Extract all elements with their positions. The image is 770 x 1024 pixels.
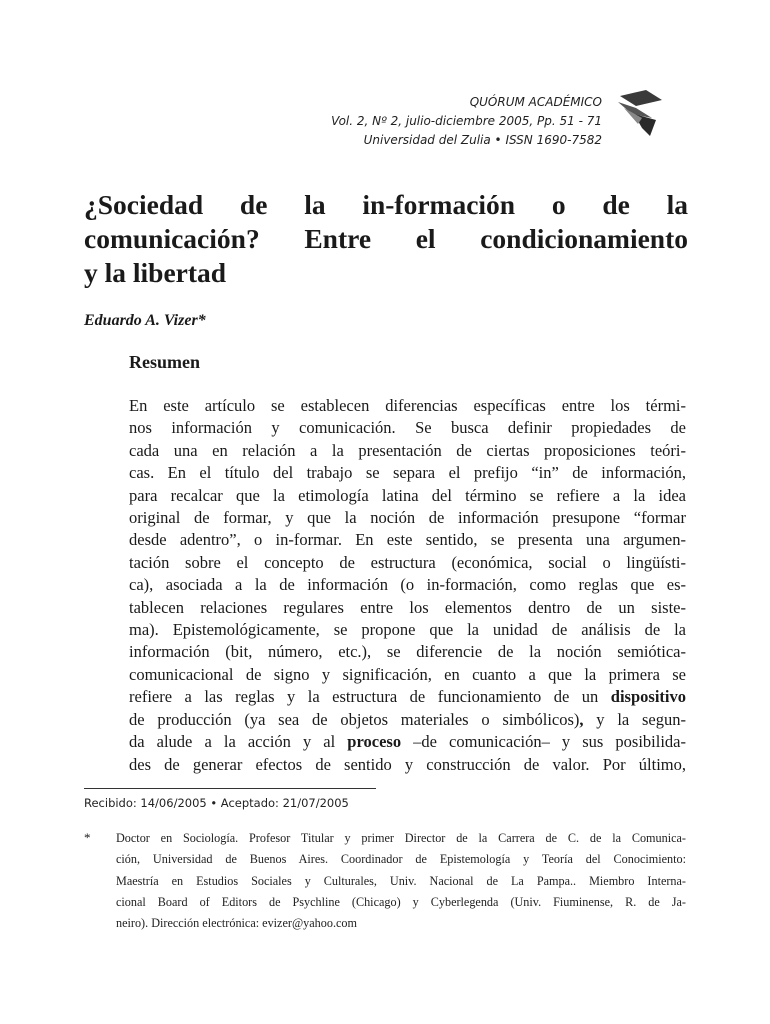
abstract-line — [129, 709, 686, 731]
abstract-bold-comma: , — [579, 709, 584, 729]
abstract-heading: Resumen — [129, 352, 200, 372]
title-line: comunicación? Entre el condicionamiento — [84, 223, 688, 254]
abstract-line: desde adentro”, o in-formar. En este sentido, se presenta una argumen- — [129, 530, 686, 550]
journal-header — [331, 93, 602, 150]
abstract-line — [129, 731, 686, 753]
abstract-text: refiere a las reglas y la estructura de funcionamiento de un — [129, 687, 611, 707]
footnote-line: Maestría en Estudios Sociales y Culturales, Univ. Nacional de La Pampa.. Miembro Interna- — [116, 873, 686, 888]
abstract-keyword: proceso — [347, 732, 402, 752]
author-footnote — [116, 828, 686, 934]
abstract-text: –de comunicación– y sus posibilida- — [401, 732, 687, 752]
abstract-body — [129, 395, 686, 776]
abstract-keyword: dispositivo — [610, 687, 686, 707]
abstract-line — [129, 686, 686, 708]
journal-volume: Vol. 2, Nº 2, julio-diciembre 2005, Pp. 51 - 71 — [331, 114, 602, 128]
journal-logo-icon — [612, 88, 668, 138]
abstract-text: da alude a la acción y al — [129, 732, 348, 752]
abstract-line: comunicacional de signo y significación, en cuanto a que la primera se — [129, 664, 686, 684]
footnote-line: cional Board of Editors de Psychline (Chicago) y Cyberlegenda (Univ. Fiuminense, R. de Ja- — [116, 894, 686, 909]
author-name: Eduardo A. Vizer* — [84, 312, 206, 329]
abstract-text: y la segun- — [583, 709, 686, 729]
paper-title — [84, 188, 688, 290]
abstract-line: ma). Epistemológicamente, se propone que la unidad de análisis de la — [129, 620, 686, 640]
abstract-line: cas. En el título del trabajo se separa el prefijo “in” de información, — [129, 463, 686, 483]
abstract-line: cada una en relación a la presentación de ciertas proposiciones teóri- — [129, 440, 686, 460]
abstract-text: de producción (ya sea de objetos materiales o simbólicos) — [129, 709, 580, 729]
abstract-line: tablecen relaciones regulares entre los elementos dentro de un siste- — [129, 597, 686, 617]
abstract-line: nos información y comunicación. Se busca definir propiedades de — [129, 418, 686, 438]
title-line: y la libertad — [84, 257, 227, 288]
footnote-line: neiro). Dirección electrónica: evizer@yahoo.com — [116, 916, 357, 931]
abstract-line: tación sobre el concepto de estructura (económica, social o lingüísti- — [129, 552, 686, 572]
title-line: ¿Sociedad de la in-formación o de la — [84, 189, 688, 220]
footnote-divider — [84, 788, 376, 789]
footnote-line: ción, Universidad de Buenos Aires. Coordinador de Epistemología y Teoría del Conocimiento: — [116, 852, 686, 867]
journal-issn: Universidad del Zulia • ISSN 1690-7582 — [363, 133, 602, 147]
footnote-marker: * — [84, 830, 91, 845]
abstract-line: ca), asociada a la de información (o in-formación, como reglas que es- — [129, 575, 686, 595]
abstract-line: información (bit, número, etc.), se diferencie de la noción semiótica- — [129, 642, 686, 662]
abstract-line: original de formar, y que la noción de información presupone “formar — [129, 508, 686, 528]
abstract-line: En este artículo se establecen diferencias específicas entre los térmi- — [129, 396, 686, 415]
footnote-line: Doctor en Sociología. Profesor Titular y primer Director de la Carrera de C. de la Comunica- — [116, 831, 686, 845]
abstract-line: para recalcar que la etimología latina del término se refiere a la idea — [129, 485, 686, 505]
journal-name: QUÓRUM ACADÉMICO — [469, 95, 602, 109]
abstract-line: des de generar efectos de sentido y construcción de valor. Por último, — [129, 754, 686, 774]
received-accepted-dates: Recibido: 14/06/2005 • Aceptado: 21/07/2005 — [84, 796, 349, 810]
